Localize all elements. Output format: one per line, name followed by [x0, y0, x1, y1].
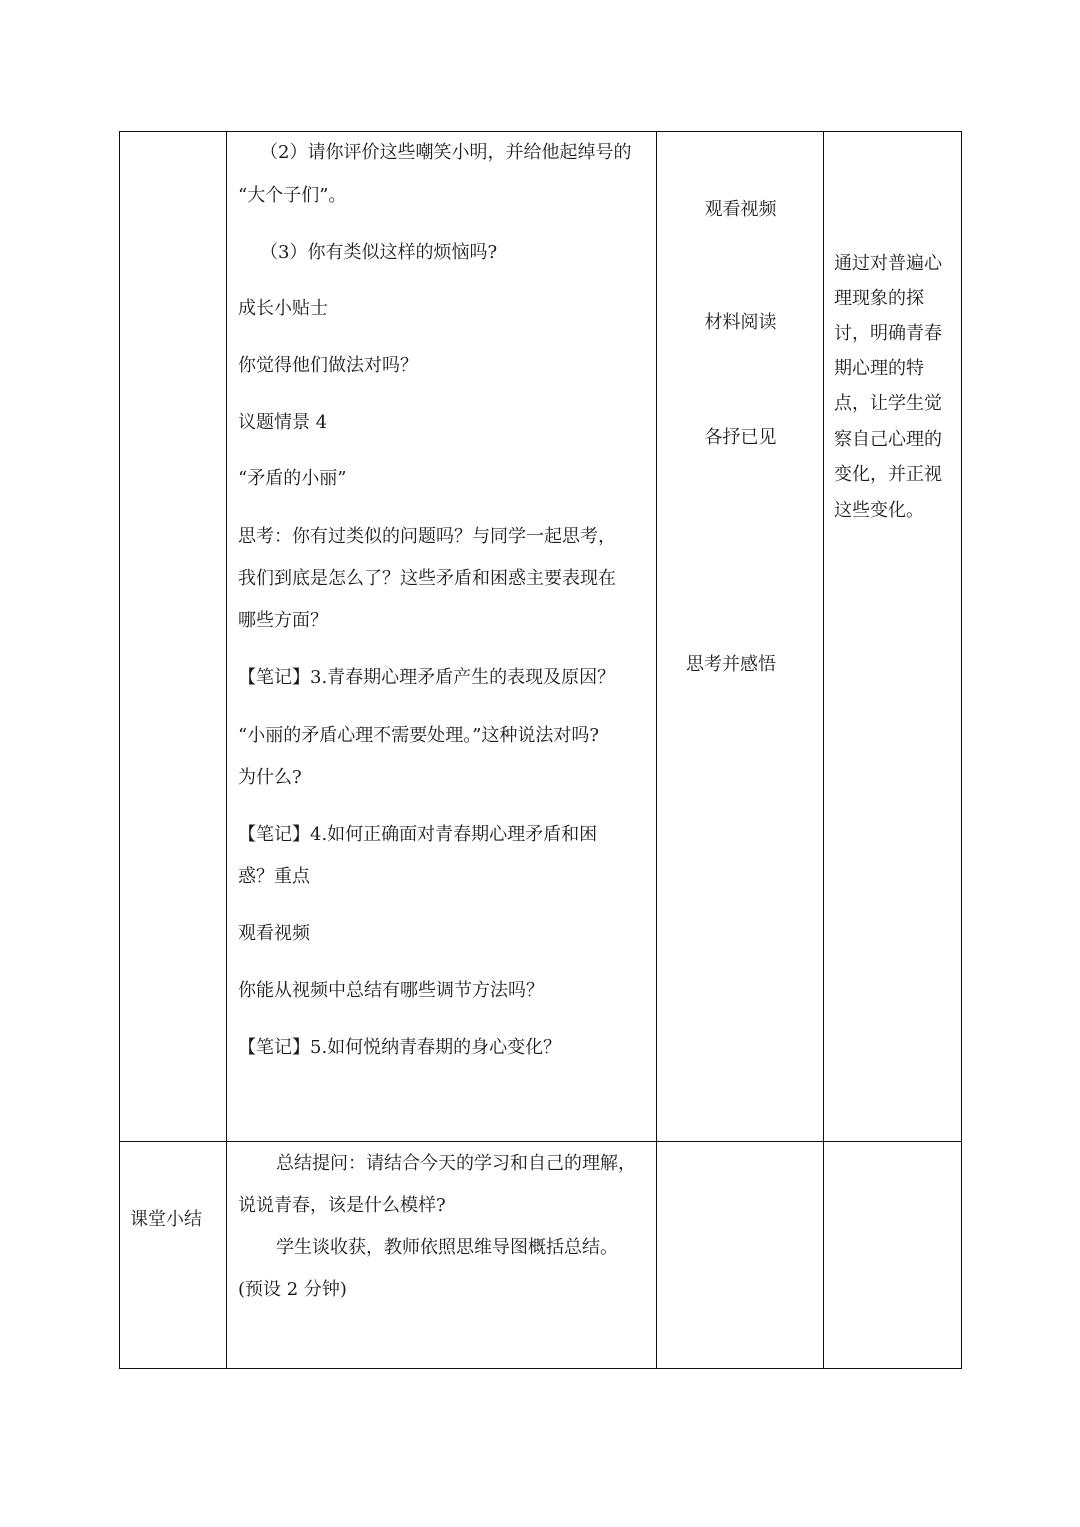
content-line: 观看视频	[238, 923, 310, 944]
summary-line: 总结提问：请结合今天的学习和自己的理解，	[276, 1153, 636, 1174]
row-divider	[119, 1141, 962, 1142]
column-divider-1	[226, 131, 227, 1369]
content-line: 你觉得他们做法对吗？	[238, 355, 418, 376]
content-line: 哪些方面？	[238, 610, 328, 631]
design-intent-line: 通过对普遍心	[834, 253, 942, 274]
student-activity: 材料阅读	[704, 312, 777, 333]
design-intent-line: 这些变化。	[834, 500, 924, 521]
design-intent-line: 讨，明确青春	[834, 323, 942, 344]
content-line: （2）请你评价这些嘲笑小明，并给他起绰号的	[260, 142, 632, 163]
student-activity: 思考并感悟	[686, 654, 776, 675]
summary-line: (预设 2 分钟)	[238, 1279, 347, 1300]
design-intent-line: 理现象的探	[834, 288, 924, 309]
content-line: “矛盾的小丽”	[238, 468, 347, 489]
design-intent-line: 期心理的特	[834, 358, 924, 379]
content-line: “小丽的矛盾心理不需要处理。”这种说法对吗?	[238, 725, 600, 746]
table-border-right	[961, 131, 962, 1369]
table-border-left	[119, 131, 120, 1369]
content-line: 【笔记】4.如何正确面对青春期心理矛盾和困	[238, 824, 598, 845]
content-line: 【笔记】5.如何悦纳青春期的身心变化？	[238, 1037, 562, 1058]
content-line: （3）你有类似这样的烦恼吗?	[260, 242, 498, 263]
content-line: 你能从视频中总结有哪些调节方法吗？	[238, 980, 544, 1001]
content-line: 【笔记】3.青春期心理矛盾产生的表现及原因？	[238, 667, 616, 688]
content-line: 我们到底是怎么了？这些矛盾和困惑主要表现在	[238, 568, 616, 589]
content-line: 为什么?	[238, 767, 302, 788]
summary-line: 学生谈收获，教师依照思维导图概括总结。	[276, 1237, 618, 1258]
content-line: 惑？重点	[238, 866, 310, 887]
content-line: 成长小贴士	[238, 298, 328, 319]
student-activity: 各抒已见	[704, 427, 777, 448]
content-line: “大个子们”。	[238, 185, 347, 206]
table-border-bottom	[119, 1368, 962, 1369]
section-label: 课堂小结	[130, 1209, 202, 1230]
design-intent-line: 点，让学生觉	[834, 393, 942, 414]
content-line: 思考：你有过类似的问题吗？与同学一起思考，	[238, 526, 616, 547]
summary-line: 说说青春，该是什么模样?	[238, 1195, 446, 1216]
design-intent-line: 变化，并正视	[834, 464, 942, 485]
student-activity: 观看视频	[704, 199, 777, 220]
design-intent-line: 察自己心理的	[834, 429, 942, 450]
table-border-top	[119, 131, 962, 132]
content-line: 议题情景 4	[238, 412, 328, 433]
